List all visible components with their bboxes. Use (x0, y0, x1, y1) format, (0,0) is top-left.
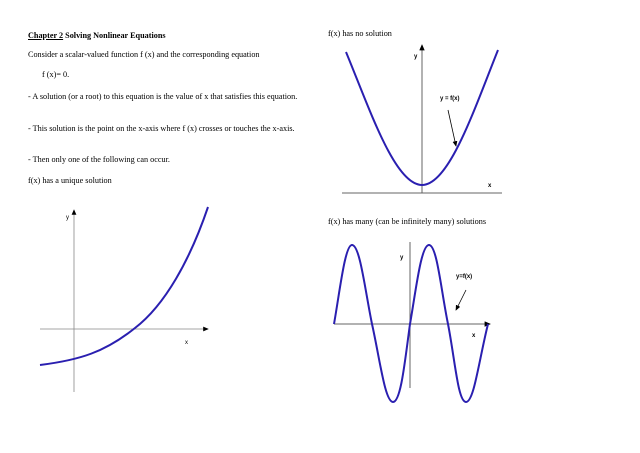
graph-unique-curve (40, 207, 208, 365)
case-none-label: f(x) has no solution (328, 29, 392, 38)
intro-text: Consider a scalar-valued function f (x) and the corresponding equation (28, 50, 260, 59)
case-unique-label: f(x) has a unique solution (28, 176, 112, 185)
graph-none-x-label: x (488, 183, 492, 189)
bullet-solution: - A solution (or a root) to this equation is the value of x that satisfies this equation. (28, 92, 298, 101)
graph-none (342, 45, 502, 193)
graph-unique-y-label: y (66, 215, 69, 221)
graph-none-pointer (448, 110, 456, 146)
bullet-crossing: - This solution is the point on the x-axis where f (x) crosses or touches the x-axis. (28, 124, 295, 133)
case-many-label: f(x) has many (can be infinitely many) solutions (328, 217, 487, 226)
graph-none-y-label: y (414, 54, 418, 60)
graph-unique (40, 207, 208, 392)
graph-unique-x-label: x (185, 340, 188, 346)
chapter-title: Solving Nonlinear Equations (65, 31, 166, 40)
graph-none-curve-label: y = f(x) (440, 96, 460, 102)
graph-many-pointer (456, 290, 466, 310)
graph-many (334, 242, 490, 402)
graph-many-x-label: x (472, 333, 476, 339)
graph-many-y-label: y (400, 255, 404, 261)
graph-many-curve (334, 245, 488, 402)
bullet-cases: - Then only one of the following can occur. (28, 155, 170, 164)
chapter-number: Chapter 2 (28, 31, 64, 40)
equation-text: f (x)= 0. (42, 70, 70, 79)
graph-many-curve-label: y=f(x) (456, 274, 473, 280)
